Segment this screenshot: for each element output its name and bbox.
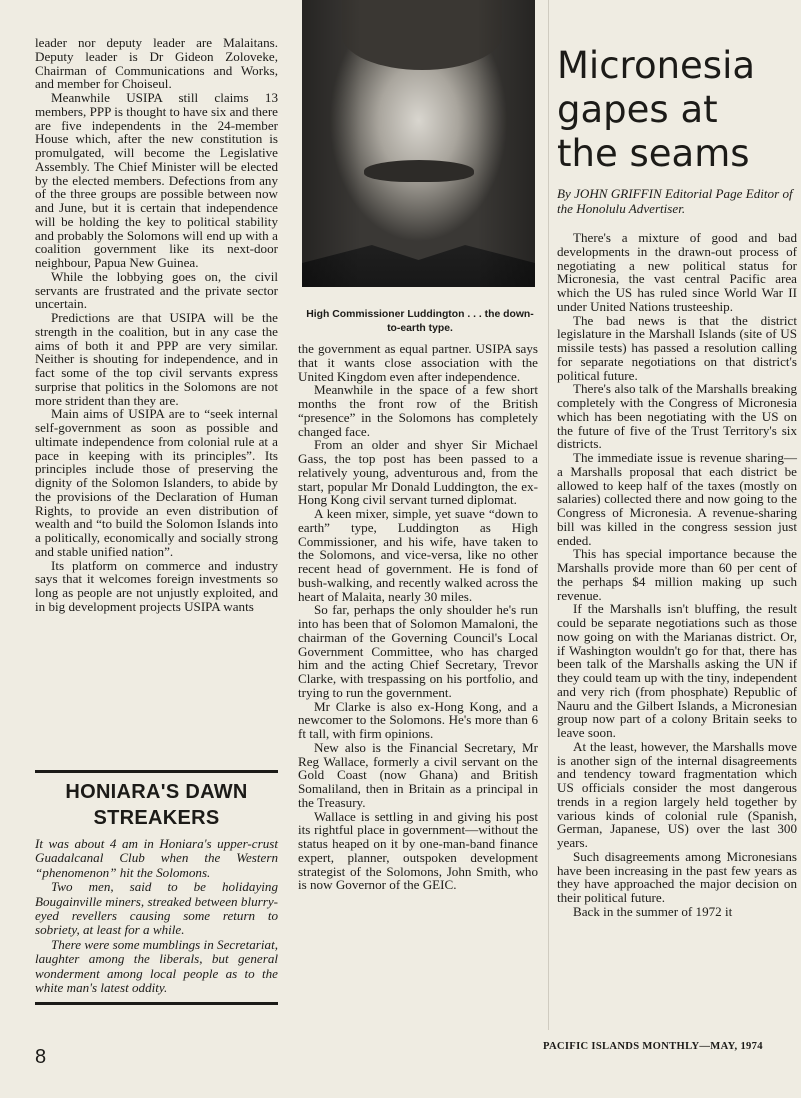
paragraph: Main aims of USIPA are to “seek internal self-government as soon as possible and ultimate independence from colonial rule at a pace in keeping with its principles”. Its principles include those of preserving the dignity of the Solomon Islanders, to abide by the provisions of the Declaration of Human Rights, to provide an even distribution of wealth and “to build the Solomon Islands into a politically, economically and socially strong and stable unified nation”. (35, 406, 278, 559)
column-divider (548, 0, 549, 1030)
paragraph: Mr Clarke is also ex-Hong Kong, and a newcomer to the Solomons. He's more than 6 ft tall, with firm opinions. (298, 698, 538, 741)
portrait-photo (302, 0, 535, 287)
paragraph: the government as equal partner. USIPA says that it wants close association with the United Kingdom even after independence. (298, 341, 538, 384)
paragraph: While the lobbying goes on, the civil servants are frustrated and the private sector uncertain. (35, 268, 278, 312)
byline: By JOHN GRIFFIN Editorial Page Editor of the Honolulu Advertiser. (557, 186, 793, 216)
paragraph: So far, perhaps the only shoulder he's run into has been that of Solomon Mamaloni, the chairman of the Governing Council's Local Government Committee, who has charged him and the acting Chief Secretary, Trevor Clarke, with trespassing on his portfolio, and trying to run the government. (298, 602, 538, 700)
headline-line: gapes at (557, 88, 718, 131)
running-footer: PACIFIC ISLANDS MONTHLY—MAY, 1974 (543, 1041, 763, 1052)
paragraph: There's a mixture of good and bad developments in the drawn-out process of negotiating a new political status for Micronesia, the vast central Pacific area which the US has ruled since World War II under United Nations trusteeship. (557, 230, 797, 314)
column-1 (35, 36, 278, 614)
photo-caption: High Commissioner Luddington . . . the down-to-earth type. (306, 309, 534, 334)
paragraph: Its platform on commerce and industry says that it welcomes foreign investments so long as people are not unjustly exploited, and in big development projects USIPA wants (35, 557, 278, 614)
box-text (35, 837, 278, 995)
box-top-rule (35, 770, 278, 773)
box-paragraph: There were some mumblings in Secretariat, laughter among the liberals, but general wonderment among local people as to the white man's latest oddity. (35, 936, 278, 996)
paragraph: leader nor deputy leader are Malaitans. Deputy leader is Dr Gideon Zoloveke, Chairman of Communications and Works, and member for Choiseul. (35, 35, 278, 92)
paragraph: Meanwhile USIPA still claims 13 members, PPP is thought to have six and there are five independents in the 24-member House which, after the new constitution is promulgated, will become the Legislative Assembly. The Chief Minister will be elected by the elected members. Defections from any of the three groups are possible between now and June, but it is certain that independence will be holding the key to political stability and probably the Solomons will end up with a coalition government like its next-door neighbour, Papua New Guinea. (35, 90, 278, 270)
paragraph: The bad news is that the district legislature in the Marshall Islands (site of US missile tests) has passed a resolution calling for separate negotiations on that district's political future. (557, 312, 797, 383)
paragraph: If the Marshalls isn't bluffing, the result could be separate negotiations such as those now going on with the Marianas district. Or, if Washington wouldn't go for that, there has been talk of the Marshalls asking the UN if they could team up with the tiny, independent and very rich (from phosphate) Republic of Nauru and the Gilbert Islands, a Micronesian group now part of a colony Britain seeks to leave soon. (557, 601, 797, 740)
paragraph: Such disagreements among Micronesians have been increasing in the past few years as they have approached the major decision on their political future. (557, 848, 797, 905)
article-headline (557, 44, 792, 176)
paragraph: The immediate issue is revenue sharing—a Marshalls proposal that each district be allowed to keep half of the taxes (mostly on salaries) collected there and now going to the Congress of Micronesia. A revenue-sharing bill was killed in the congress session just ended. (557, 450, 797, 548)
box-paragraph: It was about 4 am in Honiara's upper-crust Guadalcanal Club when the Western “phenomenon” hit the Solomons. (35, 836, 278, 880)
paragraph: Meanwhile in the space of a few short months the front row of the British “presence” in the Solomons has completely changed face. (298, 382, 538, 439)
paragraph: Predictions are that USIPA will be the strength in the coalition, but in any case the aims of both it and PPP are very similar. Neither is shouting for independence, and in fact some of the top civil servants express surprise that politics in the Solomons are not more strident than they are. (35, 310, 278, 408)
paragraph: Wallace is settling in and giving his post its rightful place in government—without the status heaped on it by one-man-band finance expert, planner, outspoken development strategist of the Solomons, John Smith, who is now Governor of the GEIC. (298, 808, 538, 893)
box-paragraph: Two men, said to be holidaying Bougainville miners, streaked between blurry-eyed revellers causing some return to sobriety, at least for a while. (35, 879, 278, 938)
sidebar-box (35, 770, 278, 1005)
paragraph: New also is the Financial Secretary, Mr Reg Wallace, formerly a civil servant on the Gold Coast (now Ghana) and British Somaliland, then in Britain as a principal in the Treasury. (298, 739, 538, 810)
paragraph: This has special importance because the Marshalls provide more than 60 per cent of the perhaps $4 million making up such revenue. (557, 546, 797, 603)
paragraph: At the least, however, the Marshalls move is another sign of the internal disagreements and tendency toward fragmentation which US officials consider the most dangerous trends in a region largely held together by various kinds of colonial rule (Spanish, German, Japanese, US) over the last 300 years. (557, 738, 797, 850)
box-bottom-rule (35, 1002, 278, 1005)
column-3 (557, 231, 797, 919)
column-2 (298, 342, 538, 892)
headline-line: the seams (557, 132, 750, 175)
page-number: 8 (35, 1046, 47, 1068)
headline-line: Micronesia (557, 44, 756, 87)
paragraph: A keen mixer, simple, yet suave “down to earth” type, Luddington as High Commissioner, and his wife, have taken to the Solomons, and vice-versa, like no other recent head of government. He is fond of bush-walking, and recently walked across the heart of Malaita, nearly 30 miles. (298, 506, 538, 604)
paragraph: There's also talk of the Marshalls breaking completely with the Congress of Micronesia which has been negotiating with the US on the future of five of the Trust Territory's six districts. (557, 381, 797, 452)
box-title: HONIARA'S DAWN STREAKERS (65, 781, 248, 829)
paragraph: Back in the summer of 1972 it (573, 903, 733, 919)
paragraph: From an older and shyer Sir Michael Gass, the top post has been passed to a relatively young, adventurous and, from the start, popular Mr Donald Luddington, the ex-Hong Kong civil servant turned diplomat. (298, 437, 538, 508)
